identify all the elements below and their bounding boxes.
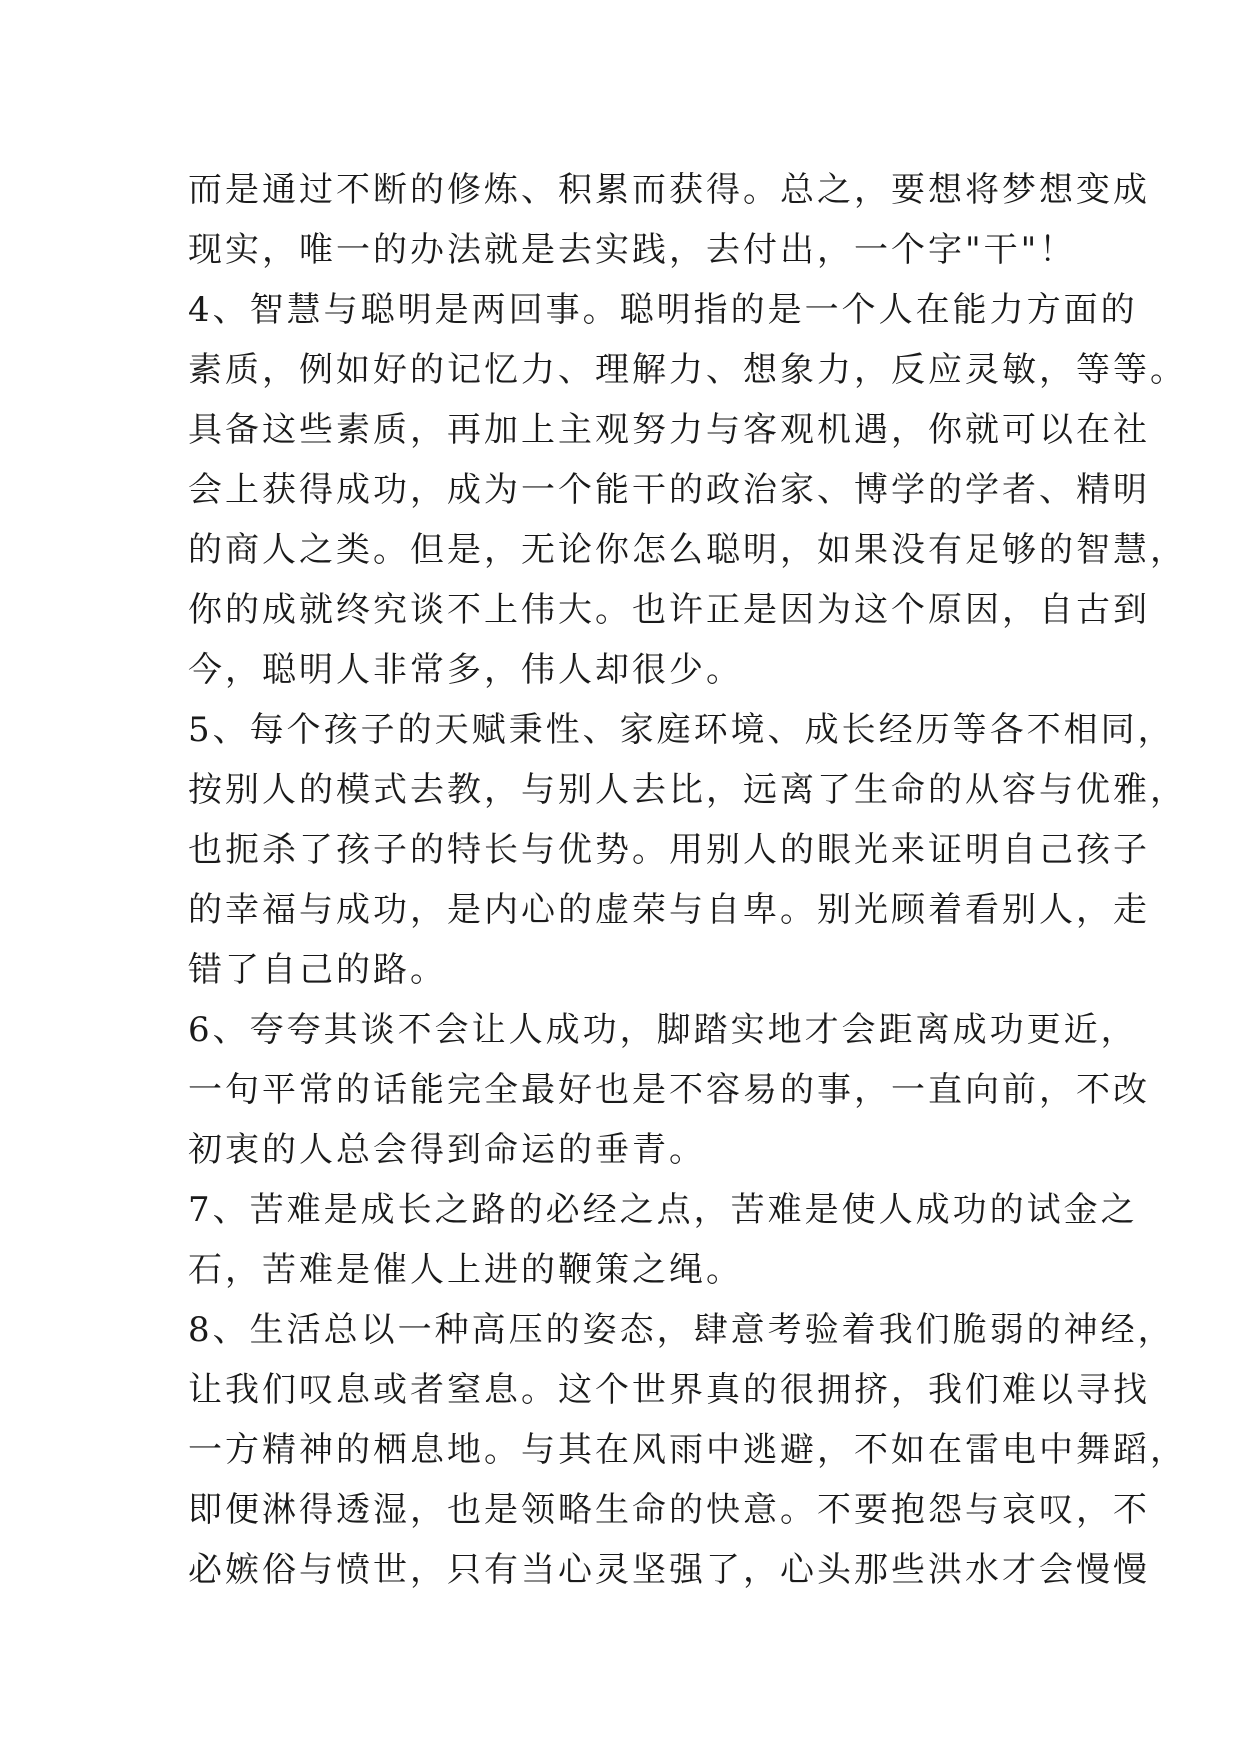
text-line: 具备这些素质，再加上主观努力与客观机遇，你就可以在社 bbox=[188, 410, 1150, 450]
text-line: 而是通过不断的修炼、积累而获得。总之，要想将梦想变成 bbox=[188, 170, 1150, 210]
text-line: 石，苦难是催人上进的鞭策之绳。 bbox=[188, 1250, 743, 1290]
text-line: 现实，唯一的办法就是去实践，去付出，一个字"干"！ bbox=[188, 230, 1077, 270]
text-line: 错了自己的路。 bbox=[188, 950, 447, 990]
text-line: 8、生活总以一种高压的姿态，肆意考验着我们脆弱的神经， bbox=[188, 1310, 1175, 1350]
text-line: 初衷的人总会得到命运的垂青。 bbox=[188, 1130, 706, 1170]
text-line: 今，聪明人非常多，伟人却很少。 bbox=[188, 650, 743, 690]
text-line: 你的成就终究谈不上伟大。也许正是因为这个原因，自古到 bbox=[188, 590, 1150, 630]
text-line: 7、苦难是成长之路的必经之点，苦难是使人成功的试金之 bbox=[188, 1190, 1138, 1230]
text-line: 也扼杀了孩子的特长与优势。用别人的眼光来证明自己孩子 bbox=[188, 830, 1150, 870]
text-line: 一方精神的栖息地。与其在风雨中逃避，不如在雷电中舞蹈， bbox=[188, 1430, 1187, 1470]
body-text bbox=[188, 160, 1187, 1600]
text-line: 会上获得成功，成为一个能干的政治家、博学的学者、精明 bbox=[188, 470, 1150, 510]
text-line: 必嫉俗与愤世，只有当心灵坚强了，心头那些洪水才会慢慢 bbox=[188, 1550, 1150, 1590]
text-line: 5、每个孩子的天赋秉性、家庭环境、成长经历等各不相同， bbox=[188, 710, 1175, 750]
text-line: 即便淋得透湿，也是领略生命的快意。不要抱怨与哀叹，不 bbox=[188, 1490, 1150, 1530]
text-line: 6、夸夸其谈不会让人成功，脚踏实地才会距离成功更近， bbox=[188, 1010, 1138, 1050]
text-line: 一句平常的话能完全最好也是不容易的事，一直向前，不改 bbox=[188, 1070, 1150, 1110]
text-line: 4、智慧与聪明是两回事。聪明指的是一个人在能力方面的 bbox=[188, 290, 1138, 330]
text-line: 素质，例如好的记忆力、理解力、想象力，反应灵敏，等等。 bbox=[188, 350, 1187, 390]
text-line: 的商人之类。但是，无论你怎么聪明，如果没有足够的智慧， bbox=[188, 530, 1187, 570]
text-line: 让我们叹息或者窒息。这个世界真的很拥挤，我们难以寻找 bbox=[188, 1370, 1150, 1410]
text-line: 的幸福与成功，是内心的虚荣与自卑。别光顾着看别人，走 bbox=[188, 890, 1150, 930]
text-line: 按别人的模式去教，与别人去比，远离了生命的从容与优雅， bbox=[188, 770, 1187, 810]
